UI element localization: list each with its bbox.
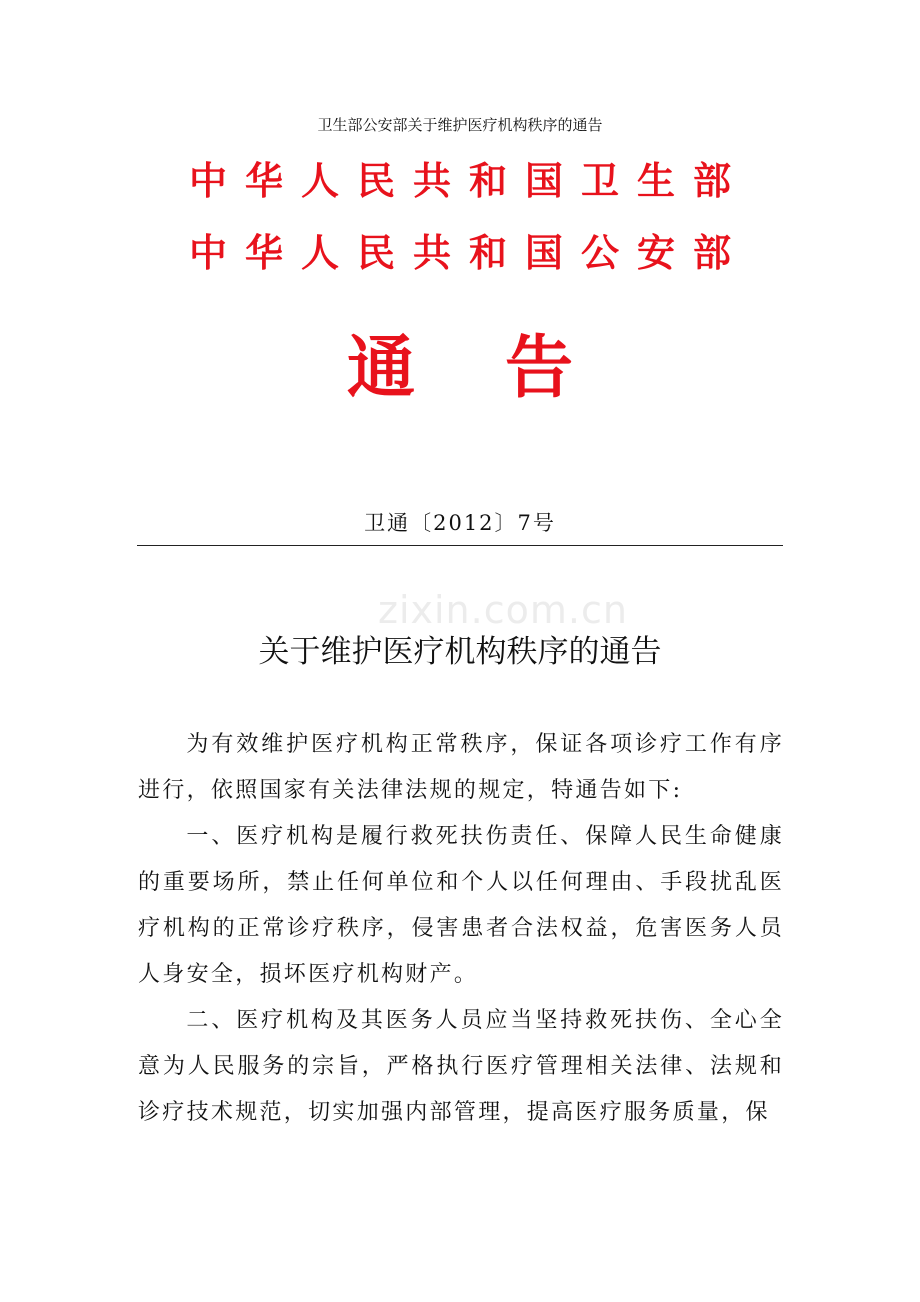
header-divider-line (137, 545, 783, 546)
document-type-heading: 通告 (346, 329, 663, 408)
watermark-text: zixin.com.cn (378, 588, 628, 632)
document-title: 关于维护医疗机构秩序的通告 (258, 634, 662, 670)
document-body (138, 722, 784, 1136)
body-paragraph: 一、医疗机构是履行救死扶伤责任、保障人民生命健康的重要场所，禁止任何单位和个人以任何理由、手段扰乱医疗机构的正常诊疗秩序，侵害患者合法权益，危害医务人员人身安全，损坏医疗机构财产。 (138, 824, 784, 987)
issuer-public-security-ministry: 中华人民共和国公安部 (188, 231, 749, 275)
document-number: 卫通〔2012〕7号 (364, 511, 556, 535)
body-paragraph: 为有效维护医疗机构正常秩序，保证各项诊疗工作有序进行，依照国家有关法律法规的规定，特通告如下: (138, 732, 784, 803)
body-paragraph: 二、医疗机构及其医务人员应当坚持救死扶伤、全心全意为人民服务的宗旨，严格执行医疗管理相关法律、法规和诊疗技术规范，切实加强内部管理，提高医疗服务质量，保 (138, 1008, 784, 1125)
issuer-health-ministry: 中华人民共和国卫生部 (188, 159, 749, 203)
running-header: 卫生部公安部关于维护医疗机构秩序的通告 (317, 116, 603, 134)
